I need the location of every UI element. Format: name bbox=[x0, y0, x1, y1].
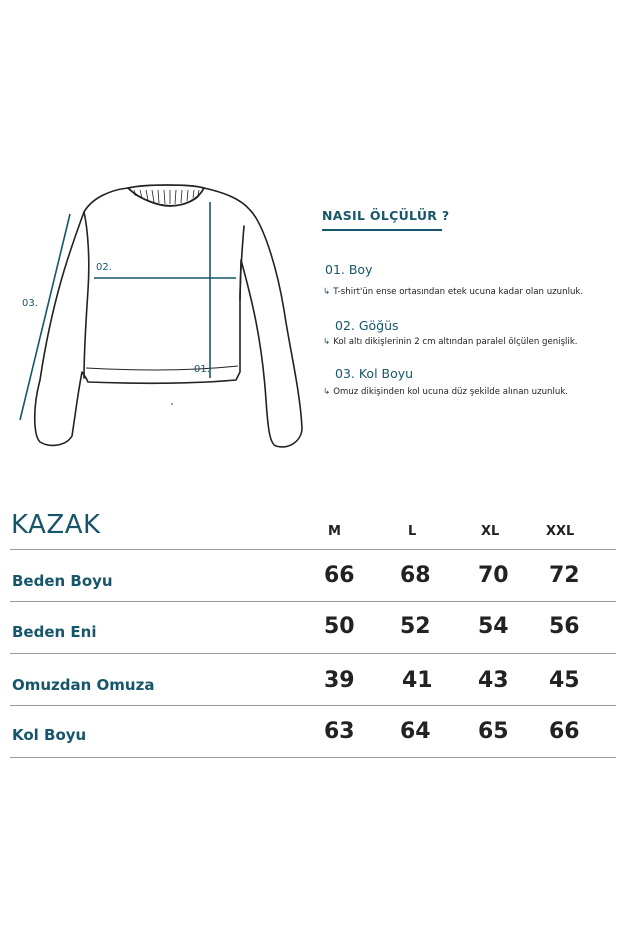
table-divider bbox=[10, 757, 616, 758]
cell-kol-boyu-m: 63 bbox=[324, 719, 355, 744]
table-title: KAZAK bbox=[11, 510, 101, 540]
measure-desc-sleeve: ↳ Omuz dikişinden kol ucuna düz şekilde alınan uzunluk. bbox=[323, 387, 569, 397]
table-divider bbox=[10, 705, 616, 706]
row-label-beden-eni: Beden Eni bbox=[12, 623, 97, 641]
chest-label: 02. bbox=[96, 262, 112, 273]
cell-beden-eni-xxl: 56 bbox=[549, 614, 580, 639]
cell-beden-eni-m: 50 bbox=[324, 614, 355, 639]
cell-beden-eni-xl: 54 bbox=[478, 614, 509, 639]
table-divider bbox=[10, 653, 616, 654]
table-divider bbox=[10, 549, 616, 550]
cell-kol-boyu-xxl: 66 bbox=[549, 719, 580, 744]
sleeve-label: 03. bbox=[22, 298, 38, 309]
row-label-beden-boyu: Beden Boyu bbox=[12, 572, 113, 590]
size-header-m: M bbox=[328, 524, 341, 539]
cell-beden-eni-l: 52 bbox=[400, 614, 431, 639]
how-to-measure-title: NASIL ÖLÇÜLÜR ? bbox=[322, 208, 450, 223]
cell-beden-boyu-m: 66 bbox=[324, 563, 355, 588]
hem-line bbox=[86, 366, 238, 370]
cell-kol-boyu-xl: 65 bbox=[478, 719, 509, 744]
collar-inner bbox=[134, 194, 200, 206]
cell-beden-boyu-xxl: 72 bbox=[549, 563, 580, 588]
cell-omuzdan-omuza-m: 39 bbox=[324, 668, 355, 693]
left-sleeve-seam bbox=[84, 212, 89, 378]
cell-omuzdan-omuza-xxl: 45 bbox=[549, 668, 580, 693]
cell-beden-boyu-l: 68 bbox=[400, 563, 431, 588]
return-arrow-icon: ↳ bbox=[323, 337, 331, 347]
sweater-sketch bbox=[0, 150, 320, 470]
title-underline bbox=[322, 229, 442, 231]
return-arrow-icon: ↳ bbox=[323, 287, 331, 297]
cell-beden-boyu-xl: 70 bbox=[478, 563, 509, 588]
cell-omuzdan-omuza-xl: 43 bbox=[478, 668, 509, 693]
row-label-omuzdan-omuza: Omuzdan Omuza bbox=[12, 676, 155, 694]
size-header-xl: XL bbox=[481, 524, 500, 539]
return-arrow-icon: ↳ bbox=[323, 387, 331, 397]
cell-omuzdan-omuza-l: 41 bbox=[402, 668, 433, 693]
measure-desc-chest: ↳ Kol altı dikişlerinin 2 cm altından paralel ölçülen genişlik. bbox=[323, 337, 578, 347]
how-to-measure-panel bbox=[322, 208, 612, 231]
measure-heading-length: 01. Boy bbox=[325, 262, 373, 277]
measure-desc-length: ↳ T-shirt'ün ense ortasından etek ucuna kadar olan uzunluk. bbox=[323, 287, 584, 297]
collar bbox=[128, 185, 204, 206]
size-header-xxl: XXL bbox=[546, 524, 575, 539]
measure-heading-chest: 02. Göğüs bbox=[335, 318, 399, 333]
size-header-l: L bbox=[408, 524, 417, 539]
length-label: 01. bbox=[194, 364, 210, 375]
sleeve-measure-line bbox=[20, 214, 70, 420]
measure-heading-sleeve: 03. Kol Boyu bbox=[335, 366, 414, 381]
right-sleeve-seam bbox=[240, 226, 244, 300]
table-divider bbox=[10, 601, 616, 602]
cell-kol-boyu-l: 64 bbox=[400, 719, 431, 744]
sweater-outline bbox=[35, 188, 302, 447]
row-label-kol-boyu: Kol Boyu bbox=[12, 726, 87, 744]
